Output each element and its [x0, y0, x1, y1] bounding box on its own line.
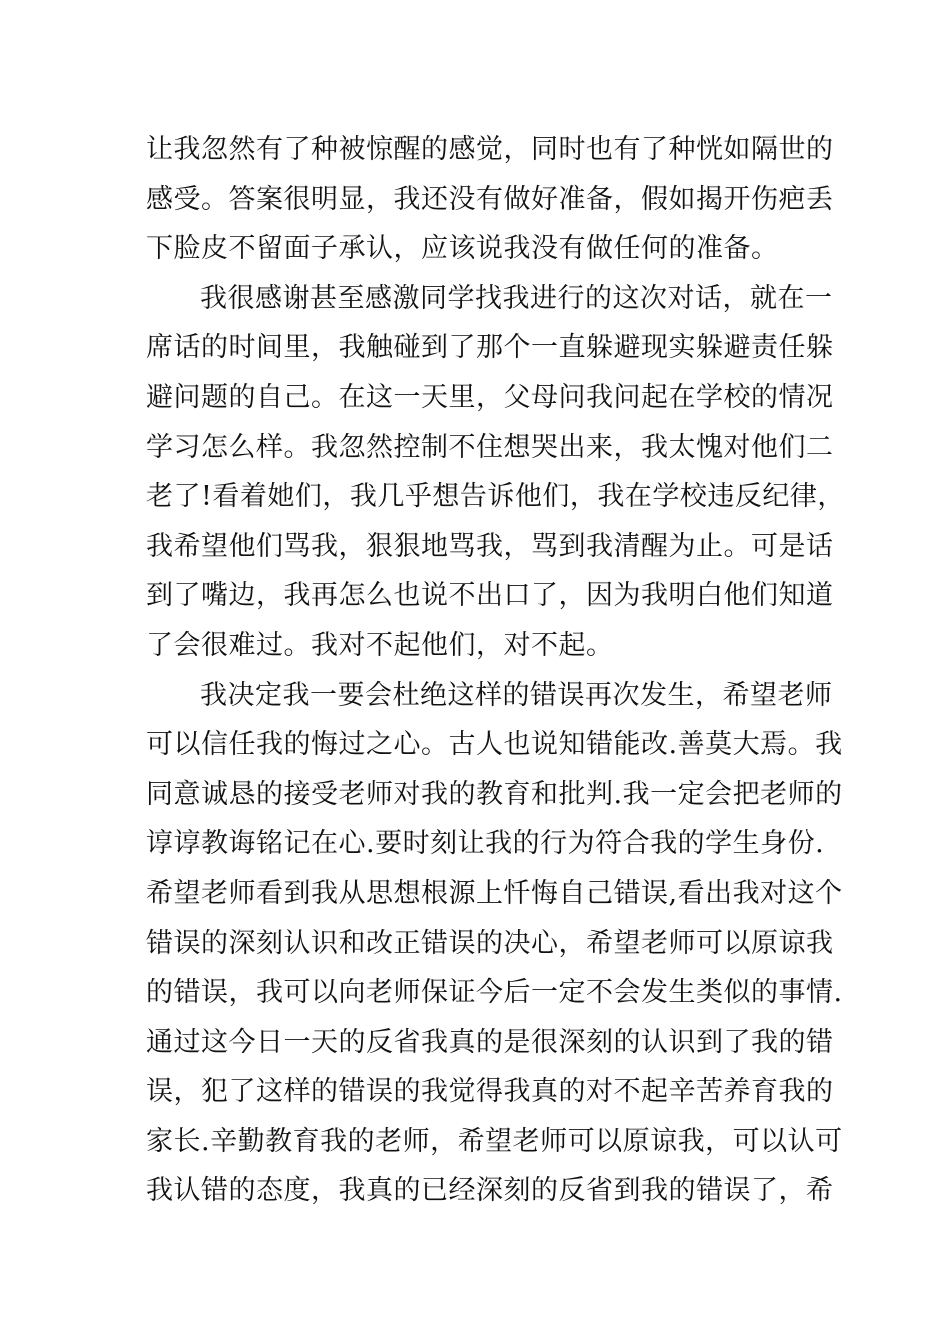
- text-line: 我决定我一要会杜绝这样的错误再次发生，希望老师: [200, 679, 833, 711]
- text-line: 学习怎么样。我忽然控制不住想哭出来，我太愧对他们二: [146, 431, 834, 463]
- text-line: 席话的时间里，我触碰到了那个一直躲避现实躲避责任躲: [146, 332, 834, 364]
- body-text: [146, 125, 845, 1216]
- text-line: 误，犯了这样的错误的我觉得我真的对不起辛苦养育我的: [146, 1076, 834, 1108]
- paragraph-3: [146, 671, 843, 1217]
- text-line: 我希望他们骂我，狠狠地骂我，骂到我清醒为止。可是话: [146, 530, 834, 562]
- paragraph-2: [146, 274, 845, 671]
- text-line: 我很感谢甚至感激同学找我进行的这次对话，就在一: [200, 282, 833, 314]
- text-line: 通过这今日一天的反省我真的是很深刻的认识到了我的错: [146, 1026, 834, 1058]
- text-line: 老了!看着她们，我几乎想告诉他们，我在学校违反纪律，: [146, 481, 845, 513]
- paragraph-1: [146, 125, 834, 274]
- text-line: 感受。答案很明显，我还没有做好准备，假如揭开伤疤丢: [146, 183, 834, 215]
- text-line: 谆谆教诲铭记在心.要时刻让我的行为符合我的学生身份.: [146, 828, 825, 860]
- text-line: 家长.辛勤教育我的老师，希望老师可以原谅我，可以认可: [146, 1125, 843, 1157]
- text-line: 我认错的态度，我真的已经深刻的反省到我的错误了，希: [146, 1175, 834, 1207]
- text-line: 让我忽然有了种被惊醒的感觉，同时也有了种恍如隔世的: [146, 134, 834, 165]
- text-line: 避问题的自己。在这一天里，父母问我问起在学校的情况: [146, 381, 834, 413]
- text-line: 错误的深刻认识和改正错误的决心，希望老师可以原谅我: [146, 927, 834, 959]
- text-line: 了会很难过。我对不起他们，对不起。: [146, 629, 614, 661]
- text-line: 的错误，我可以向老师保证今后一定不会发生类似的事情.: [146, 977, 843, 1009]
- text-line: 希望老师看到我从思想根源上忏悔自己错误,看出我对这个: [146, 877, 843, 909]
- text-line: 同意诚恳的接受老师对我的教育和批判.我一定会把老师的: [146, 778, 843, 810]
- text-line: 到了嘴边，我再怎么也说不出口了，因为我明白他们知道: [146, 580, 834, 612]
- text-line: 可以信任我的悔过之心。古人也说知错能改.善莫大焉。我: [146, 729, 843, 761]
- text-line: 下脸皮不留面子承认，应该说我没有做任何的准备。: [146, 233, 779, 265]
